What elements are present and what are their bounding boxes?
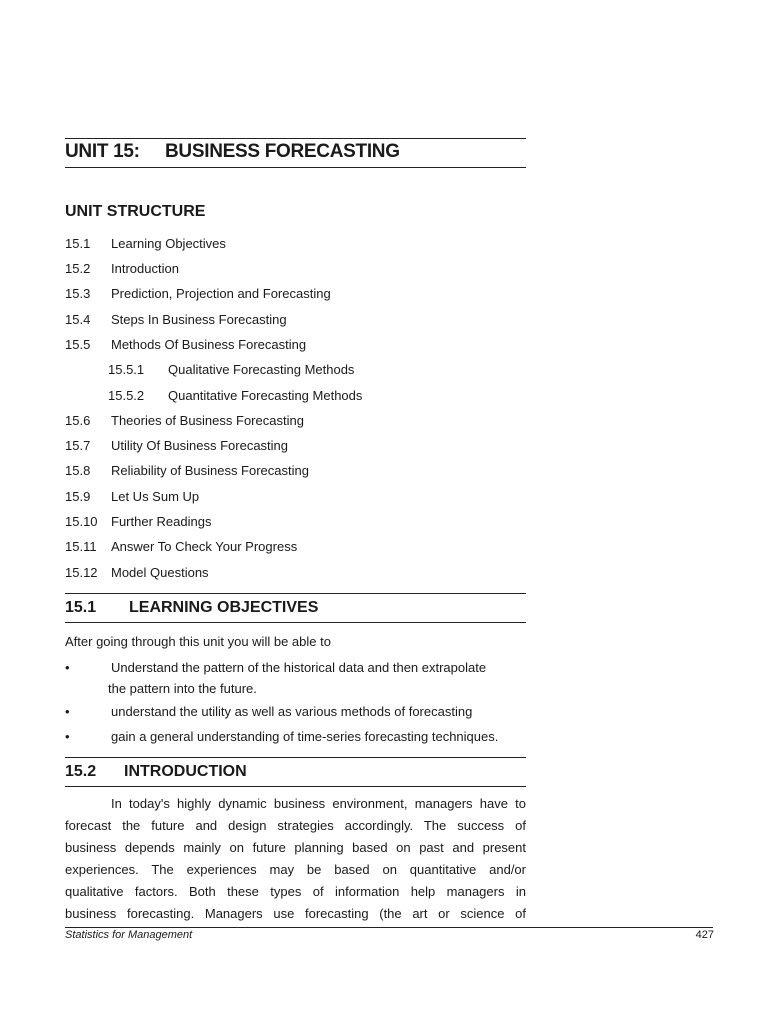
toc-item-label: Prediction, Projection and Forecasting: [111, 286, 331, 301]
toc-item-number: 15.6: [65, 413, 91, 428]
paragraph-line: business forecasting. Managers use forecasting (the art or science of: [65, 906, 526, 921]
unit-title: [65, 141, 400, 163]
toc-item: [65, 488, 199, 506]
section1-top-rule: [65, 593, 526, 594]
toc-item: [65, 311, 287, 329]
section-number: 15.2: [65, 763, 97, 780]
toc-item-label: Theories of Business Forecasting: [111, 413, 304, 428]
footer-book-title: Statistics for Management: [65, 929, 193, 941]
toc-item: [65, 513, 211, 531]
toc-item-label: Quantitative Forecasting Methods: [168, 388, 363, 403]
section2-bottom-rule: [65, 786, 526, 787]
bullet-marker: •: [65, 729, 70, 744]
bullet-text-continued: the pattern into the future.: [108, 681, 257, 696]
toc-item: [65, 285, 331, 303]
toc-item-label: Answer To Check Your Progress: [111, 539, 298, 554]
toc-item: [65, 412, 304, 430]
toc-item-number: 15.10: [65, 514, 98, 529]
toc-item-label: Let Us Sum Up: [111, 489, 200, 504]
toc-item-label: Introduction: [111, 261, 179, 276]
bullet-text: gain a general understanding of time-series forecasting techniques.: [111, 729, 499, 744]
toc-item-number: 15.7: [65, 438, 91, 453]
toc-item-label: Steps In Business Forecasting: [111, 312, 287, 327]
toc-item-number: 15.12: [65, 565, 98, 580]
toc-item-number: 15.1: [65, 236, 91, 251]
section2-top-rule: [65, 757, 526, 758]
toc-item: [65, 538, 297, 556]
toc-item-label: Utility Of Business Forecasting: [111, 438, 289, 453]
objective-bullet: [65, 704, 472, 719]
toc-item-number: 15.11: [65, 539, 97, 554]
objectives-intro: After going through this unit you will be able to: [65, 634, 331, 649]
section-title: LEARNING OBJECTIVES: [129, 599, 319, 616]
toc-item: [65, 564, 209, 582]
section-heading-learning-objectives: [65, 599, 318, 617]
title-bottom-rule: [65, 167, 526, 168]
toc-item: [65, 336, 306, 354]
objective-bullet: [65, 660, 486, 675]
section1-bottom-rule: [65, 622, 526, 623]
toc-item-label: Learning Objectives: [111, 236, 226, 251]
toc-item: [65, 462, 309, 480]
toc-item-number: 15.3: [65, 286, 91, 301]
objective-bullet: [65, 729, 498, 744]
toc-item-number: 15.5.1: [108, 362, 145, 377]
section-heading-introduction: [65, 763, 247, 781]
paragraph-line: forecast the future and design strategies accordingly. The success of: [65, 818, 526, 833]
toc-item-label: Further Readings: [111, 514, 212, 529]
section-title: INTRODUCTION: [124, 763, 247, 780]
unit-number: UNIT 15:: [65, 141, 140, 162]
toc-item-label: Qualitative Forecasting Methods: [168, 362, 355, 377]
toc-item-number: 15.8: [65, 463, 91, 478]
bullet-marker: •: [65, 660, 70, 675]
paragraph-line: experiences. The experiences may be based on quantitative and/or: [65, 862, 526, 877]
bullet-text: understand the utility as well as various methods of forecasting: [111, 704, 473, 719]
bullet-marker: •: [65, 704, 70, 719]
bullet-text: Understand the pattern of the historical data and then extrapolate: [111, 660, 487, 675]
unit-structure-heading: UNIT STRUCTURE: [65, 203, 206, 220]
footer-rule: [65, 927, 713, 928]
toc-item-label: Model Questions: [111, 565, 209, 580]
toc-subitem: [108, 361, 354, 379]
toc-item-number: 15.5: [65, 337, 91, 352]
toc-item-number: 15.9: [65, 489, 91, 504]
section-number: 15.1: [65, 599, 97, 616]
toc-item-label: Reliability of Business Forecasting: [111, 463, 309, 478]
toc-item-number: 15.5.2: [108, 388, 145, 403]
toc-item-label: Methods Of Business Forecasting: [111, 337, 307, 352]
toc-item-number: 15.2: [65, 261, 91, 276]
paragraph-line: In today's highly dynamic business environment, managers have to: [111, 796, 526, 811]
unit-title-text: BUSINESS FORECASTING: [165, 141, 400, 162]
toc-item: [65, 437, 288, 455]
footer-page-number: 427: [695, 929, 714, 941]
toc-item-number: 15.4: [65, 312, 91, 327]
toc-item: [65, 235, 226, 253]
paragraph-line: qualitative factors. Both these types of information help managers in: [65, 884, 526, 899]
toc-item: [65, 260, 179, 278]
title-top-rule: [65, 138, 526, 139]
toc-subitem: [108, 387, 362, 405]
paragraph-line: business depends mainly on future planning based on past and present: [65, 840, 526, 855]
